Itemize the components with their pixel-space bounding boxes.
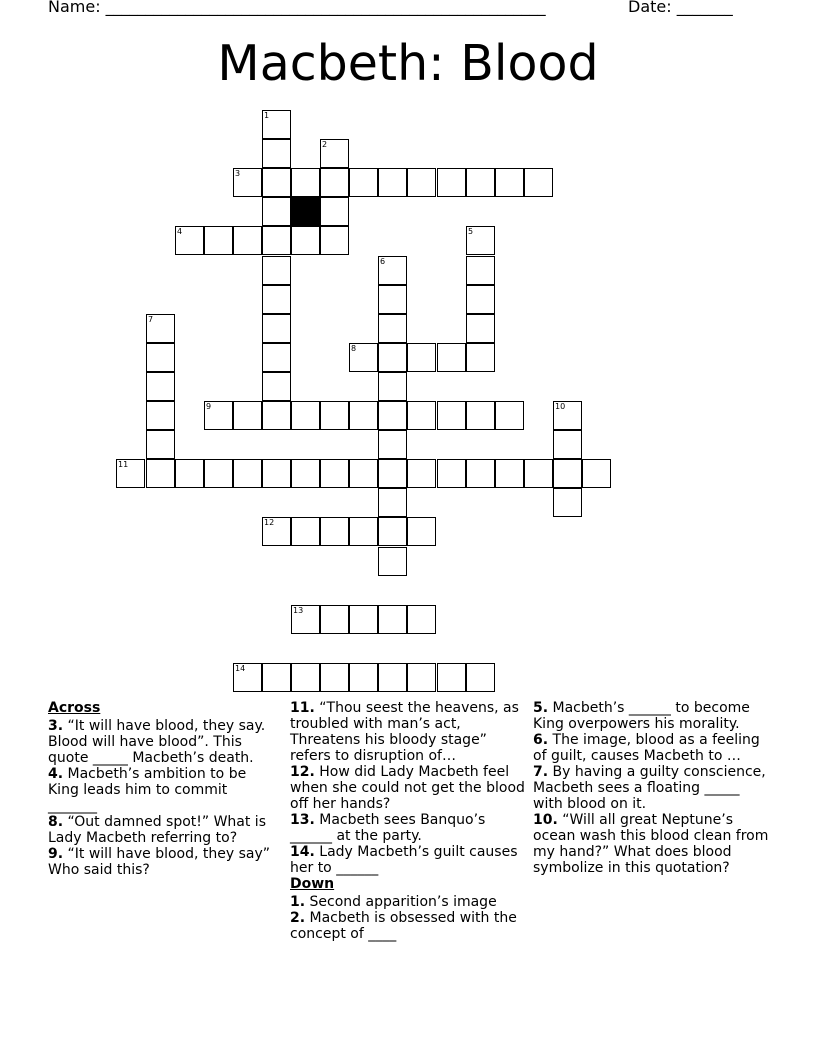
clues-column-3	[533, 700, 769, 876]
clue-down-2: 2. Macbeth is obsessed with the concept of ____	[290, 910, 517, 942]
clue-across-8: 8. “Out damned spot!” What is Lady Macbeth referring to?	[48, 814, 266, 846]
clue-number: 8	[351, 344, 357, 353]
crossword-cell[interactable]	[466, 459, 495, 488]
down-heading: Down	[290, 876, 335, 892]
crossword-cell[interactable]	[553, 488, 582, 517]
crossword-cell[interactable]	[175, 459, 204, 488]
crossword-cell[interactable]	[146, 430, 175, 459]
crossword-cell[interactable]	[233, 459, 262, 488]
clue-down-10: 10. “Will all great Neptune’s ocean wash this blood clean from my hand?” What does blood symbolize in this quotation?	[533, 812, 769, 876]
crossword-cell[interactable]	[262, 314, 291, 343]
crossword-cell[interactable]	[291, 226, 320, 255]
crossword-cell[interactable]	[553, 430, 582, 459]
crossword-cell[interactable]	[495, 401, 524, 430]
crossword-cell[interactable]	[378, 343, 407, 372]
crossword-cell[interactable]	[466, 343, 495, 372]
crossword-cell[interactable]	[233, 401, 262, 430]
crossword-cell[interactable]	[437, 459, 466, 488]
crossword-cell[interactable]	[320, 663, 349, 692]
crossword-cell[interactable]	[466, 663, 495, 692]
crossword-cell[interactable]	[466, 314, 495, 343]
clues-column-2	[290, 700, 526, 942]
clue-number: 5	[468, 227, 474, 236]
crossword-cell[interactable]	[437, 168, 466, 197]
clue-across-9: 9. “It will have blood, they say” Who said this?	[48, 846, 271, 878]
crossword-cell[interactable]	[407, 343, 436, 372]
crossword-cell[interactable]	[291, 663, 320, 692]
crossword-cell[interactable]	[320, 197, 349, 226]
crossword-cell[interactable]	[320, 517, 349, 546]
crossword-cell[interactable]	[320, 459, 349, 488]
crossword-cell-13[interactable]	[291, 605, 320, 634]
crossword-cell-12[interactable]	[262, 517, 291, 546]
clue-across-11: 11. “Thou seest the heavens, as troubled with man’s act, Threatens his bloody stage” refers to disruption of…	[290, 700, 519, 764]
clue-number: 2	[322, 140, 328, 149]
clue-number: 13	[293, 606, 304, 615]
crossword-cell[interactable]	[437, 401, 466, 430]
crossword-cell[interactable]	[349, 663, 378, 692]
crossword-cell[interactable]	[378, 168, 407, 197]
crossword-cell[interactable]	[320, 401, 349, 430]
clue-down-7: 7. By having a guilty conscience, Macbeth sees a floating _____ with blood on it.	[533, 764, 766, 812]
crossword-cell-5[interactable]	[466, 226, 495, 255]
crossword-cell[interactable]	[349, 459, 378, 488]
clue-across-12: 12. How did Lady Macbeth feel when she could not get the blood off her hands?	[290, 764, 525, 812]
crossword-cell-10[interactable]	[553, 401, 582, 430]
clue-number: 1	[264, 111, 270, 120]
clue-down-1: 1. Second apparition’s image	[290, 894, 497, 910]
crossword-cell[interactable]	[378, 285, 407, 314]
crossword-cell[interactable]	[262, 139, 291, 168]
crossword-cell[interactable]	[437, 343, 466, 372]
clue-number: 14	[235, 664, 246, 673]
crossword-cell[interactable]	[378, 459, 407, 488]
crossword-cell-9[interactable]	[204, 401, 233, 430]
clue-number: 3	[235, 169, 241, 178]
crossword-cell-2[interactable]	[320, 139, 349, 168]
crossword-cell[interactable]	[262, 197, 291, 226]
crossword-cell[interactable]	[553, 459, 582, 488]
crossword-cell-6[interactable]	[378, 256, 407, 285]
crossword-cell[interactable]	[262, 168, 291, 197]
crossword-cell[interactable]	[146, 343, 175, 372]
crossword-cell[interactable]	[378, 488, 407, 517]
clue-number: 7	[148, 315, 154, 324]
crossword-cell[interactable]	[407, 401, 436, 430]
crossword-cell[interactable]	[378, 430, 407, 459]
crossword-cell[interactable]	[495, 168, 524, 197]
clue-number: 9	[206, 402, 212, 411]
crossword-cell[interactable]	[262, 285, 291, 314]
crossword-cell[interactable]	[378, 605, 407, 634]
crossword-cell[interactable]	[407, 168, 436, 197]
crossword-cell[interactable]	[378, 314, 407, 343]
crossword-cell[interactable]	[407, 605, 436, 634]
crossword-cell[interactable]	[466, 168, 495, 197]
crossword-cell[interactable]	[349, 401, 378, 430]
clue-number: 12	[264, 518, 275, 527]
crossword-cell[interactable]	[262, 663, 291, 692]
crossword-cell[interactable]	[349, 168, 378, 197]
crossword-cell[interactable]	[262, 226, 291, 255]
crossword-cell[interactable]	[262, 459, 291, 488]
crossword-cell[interactable]	[407, 459, 436, 488]
crossword-cell[interactable]	[291, 517, 320, 546]
crossword-cell-3[interactable]	[233, 168, 262, 197]
crossword-cell[interactable]	[262, 401, 291, 430]
crossword-cell-11[interactable]	[116, 459, 145, 488]
crossword-cell[interactable]	[262, 343, 291, 372]
crossword-cell[interactable]	[320, 168, 349, 197]
clues-column-1	[48, 700, 273, 878]
blocked-cell	[291, 197, 320, 226]
clue-number: 10	[555, 402, 566, 411]
crossword-cell[interactable]	[524, 168, 553, 197]
crossword-cell[interactable]	[495, 459, 524, 488]
crossword-cell[interactable]	[407, 663, 436, 692]
crossword-cell[interactable]	[262, 372, 291, 401]
crossword-cell[interactable]	[378, 372, 407, 401]
crossword-cell[interactable]	[262, 256, 291, 285]
across-heading: Across	[48, 700, 101, 716]
crossword-cell[interactable]	[466, 401, 495, 430]
crossword-cell[interactable]	[378, 401, 407, 430]
crossword-cell-1[interactable]	[262, 110, 291, 139]
crossword-cell[interactable]	[466, 256, 495, 285]
crossword-cell[interactable]	[204, 226, 233, 255]
crossword-cell[interactable]	[378, 517, 407, 546]
crossword-cell[interactable]	[146, 401, 175, 430]
clue-across-13: 13. Macbeth sees Banquo’s ______ at the party.	[290, 812, 486, 844]
crossword-cell[interactable]	[582, 459, 611, 488]
crossword-cell[interactable]	[524, 459, 553, 488]
crossword-cell[interactable]	[233, 226, 262, 255]
crossword-cell-8[interactable]	[349, 343, 378, 372]
clue-across-3: 3. “It will have blood, they say. Blood will have blood”. This quote _____ Macbeth’s death.	[48, 718, 266, 766]
crossword-cell-7[interactable]	[146, 314, 175, 343]
crossword-cell[interactable]	[320, 226, 349, 255]
crossword-cell[interactable]	[291, 401, 320, 430]
clue-number: 4	[177, 227, 183, 236]
crossword-cell[interactable]	[291, 168, 320, 197]
crossword-cell[interactable]	[349, 517, 378, 546]
crossword-cell[interactable]	[291, 459, 320, 488]
crossword-cell[interactable]	[204, 459, 233, 488]
crossword-cell[interactable]	[146, 459, 175, 488]
clue-across-4: 4. Macbeth’s ambition to be King leads him to commit _______	[48, 766, 247, 814]
crossword-cell[interactable]	[320, 605, 349, 634]
name-field[interactable]: Name: _______________________________________________________	[48, 0, 546, 16]
crossword-cell[interactable]	[437, 663, 466, 692]
crossword-cell[interactable]	[407, 517, 436, 546]
page-title: Macbeth: Blood	[217, 35, 599, 92]
crossword-cell[interactable]	[378, 547, 407, 576]
crossword-cell[interactable]	[146, 372, 175, 401]
crossword-cell[interactable]	[466, 285, 495, 314]
name-date-header	[48, 0, 748, 18]
clue-across-14: 14. Lady Macbeth’s guilt causes her to ______	[290, 844, 518, 876]
crossword-cell-14[interactable]	[233, 663, 262, 692]
clue-down-5: 5. Macbeth’s ______ to become King overpowers his morality.	[533, 700, 750, 732]
crossword-cell[interactable]	[349, 605, 378, 634]
crossword-cell[interactable]	[378, 663, 407, 692]
crossword-cell-4[interactable]	[175, 226, 204, 255]
clue-down-6: 6. The image, blood as a feeling of guilt, causes Macbeth to …	[533, 732, 760, 764]
clue-number: 6	[380, 257, 386, 266]
date-field[interactable]: Date: _______	[628, 0, 733, 16]
clue-number: 11	[118, 460, 129, 469]
